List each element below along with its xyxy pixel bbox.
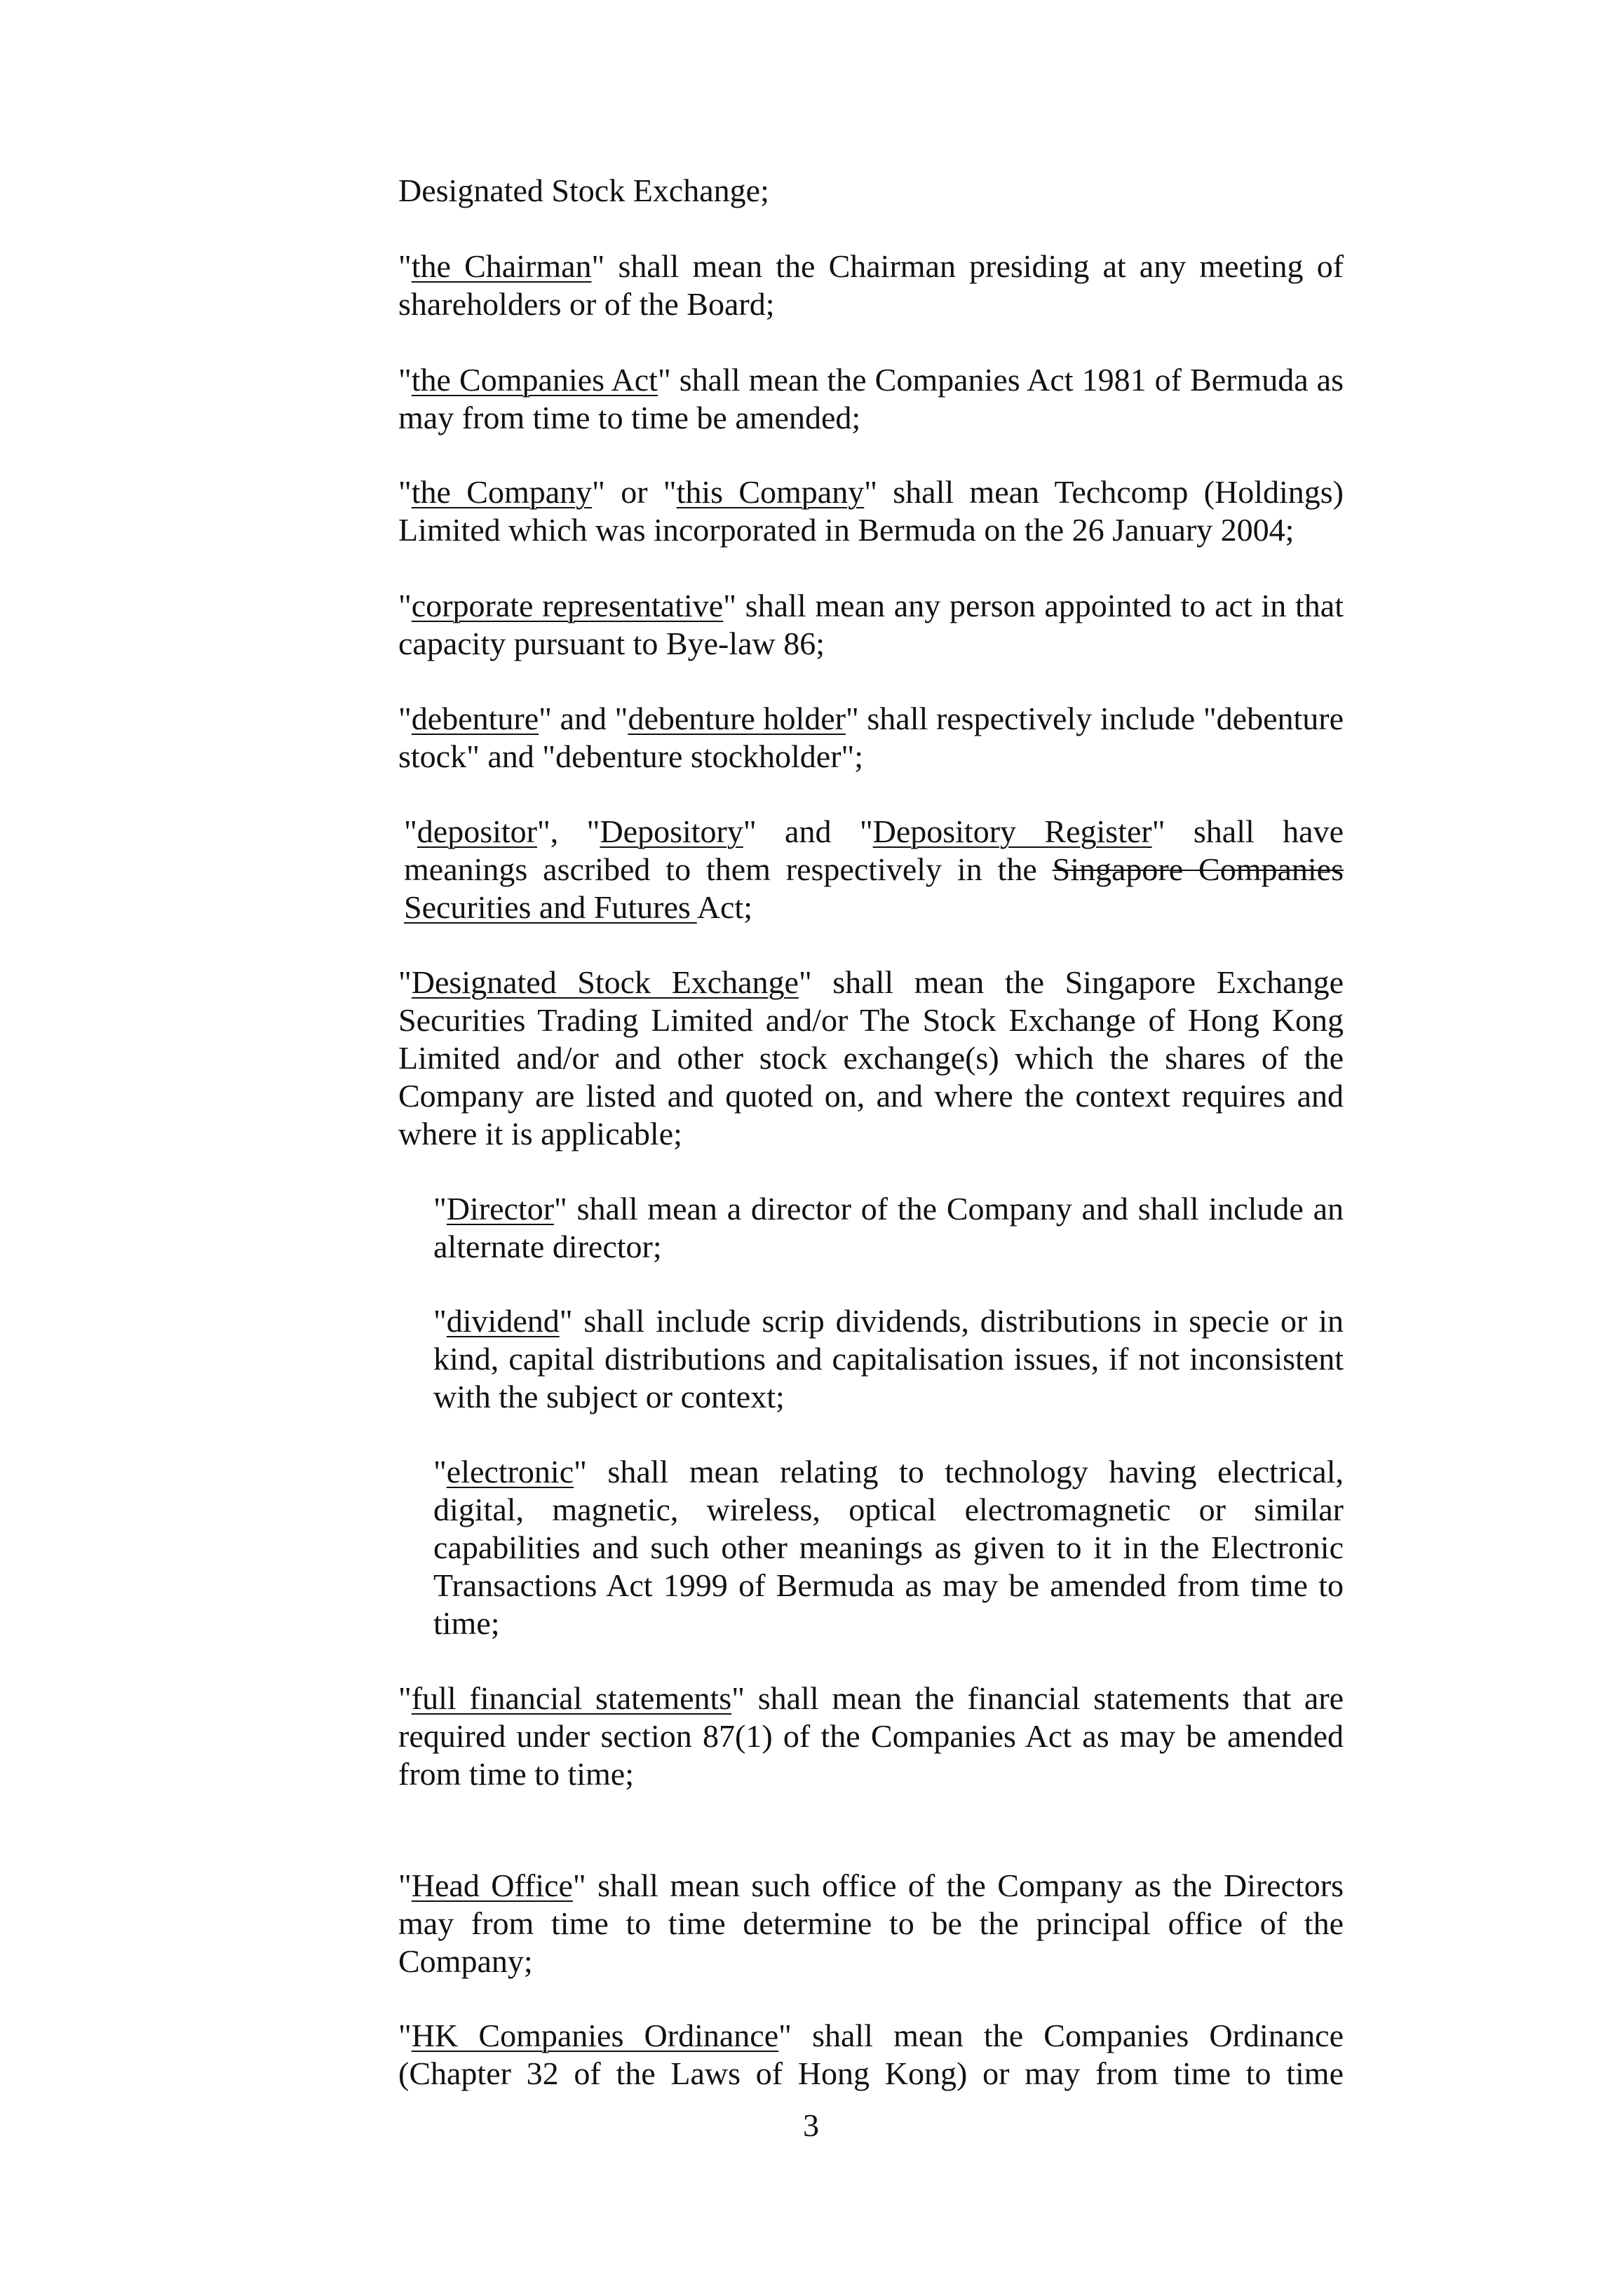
top-fragment: Designated Stock Exchange; (398, 173, 769, 208)
definition-hk-companies-ordinance: "HK Companies Ordinance" shall mean the Companies Ordinance (Chapter 32 of the Laws of Hong Kong) or may from time to time (398, 2018, 1344, 2091)
defined-term: depositor (417, 813, 537, 849)
defined-term: the Companies Act (411, 362, 658, 398)
defined-term: Designated Stock Exchange (411, 964, 799, 1000)
definition-company: "the Company" or "this Company" shall mean Techcomp (Holdings) Limited which was incorporated in Bermuda on the 26 January 2004; (398, 474, 1344, 548)
deleted-text: Singapore Companies (1052, 851, 1344, 887)
definition-full-financial-statements: "full financial statements" shall mean the financial statements that are required under section 87(1) of the Companies Act as may be amended from time to time; (398, 1680, 1344, 1792)
defined-term: corporate representative (411, 588, 724, 623)
defined-term: debenture holder (628, 701, 846, 736)
defined-term: Head Office (411, 1868, 573, 1903)
defined-term: the Company (411, 474, 593, 510)
defined-term: debenture (411, 701, 539, 736)
definition-corporate-representative: "corporate representative" shall mean any person appointed to act in that capacity pursuant to Bye-law 86; (398, 588, 1344, 661)
defined-term: dividend (446, 1303, 560, 1339)
definition-dividend: "dividend" shall include scrip dividends, distributions in specie or in kind, capital distributions and capitalisation issues, if not inconsistent with the subject or context; (433, 1303, 1344, 1414)
defined-term: HK Companies Ordinance (411, 2018, 779, 2053)
defined-term: this Company (676, 474, 865, 510)
page-number: 3 (803, 2107, 819, 2143)
defined-term: the Chairman (411, 248, 592, 284)
inserted-text: Securities and Futures (404, 889, 697, 925)
defined-term: Director (446, 1191, 555, 1227)
defined-term: electronic (446, 1454, 574, 1490)
defined-term: Depository Register (872, 813, 1152, 849)
definition-head-office: "Head Office" shall mean such office of the Company as the Directors may from time to time determine to be the principal office of the Company; (398, 1868, 1344, 1979)
definition-companies-act: "the Companies Act" shall mean the Companies Act 1981 of Bermuda as may from time to time be amended; (398, 362, 1344, 435)
defined-term: full financial statements (411, 1680, 732, 1716)
defined-term: Depository (600, 813, 743, 849)
definition-debenture: "debenture" and "debenture holder" shall respectively include "debenture stock" and "debenture stockholder"; (398, 701, 1344, 774)
definition-director: "Director" shall mean a director of the Company and shall include an alternate director; (433, 1191, 1344, 1264)
definition-depositor: "depositor", "Depository" and "Depository Register" shall have meanings ascribed to them respectively in the Singapore Companies Securities and Futures Act; (404, 813, 1344, 925)
definition-electronic: "electronic" shall mean relating to technology having electrical, digital, magnetic, wireless, optical electromagnetic or similar capabilities and such other meanings as given to it in the Electronic Transactions Act 1999 of Bermuda as may be amended from time to time; (433, 1454, 1344, 1641)
definition-designated-stock-exchange: "Designated Stock Exchange" shall mean the Singapore Exchange Securities Trading Limited and/or The Stock Exchange of Hong Kong Limited and/or and other stock exchange(s) which the shares of the Company are listed and quoted on, and where the context requires and where it is applicable; (398, 964, 1344, 1152)
definition-chairman: "the Chairman" shall mean the Chairman presiding at any meeting of shareholders or of the Board; (398, 248, 1344, 322)
